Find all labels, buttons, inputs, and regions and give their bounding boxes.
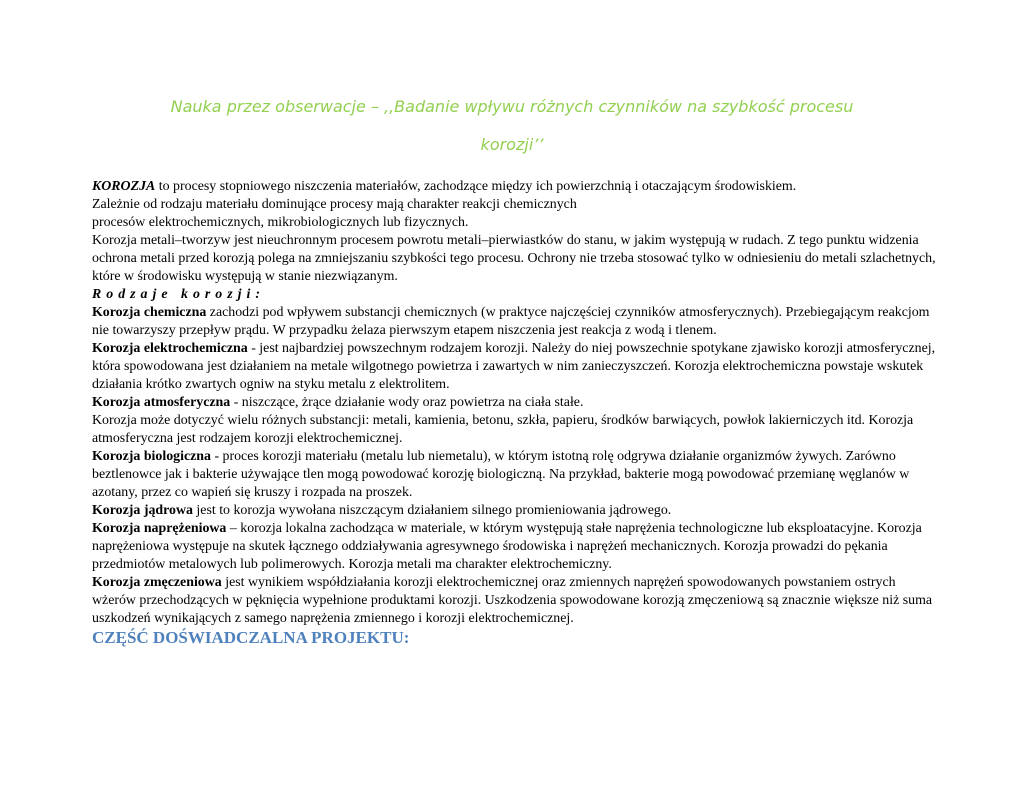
type-zmeczeniowa	[92, 574, 942, 628]
type-term: Korozja elektrochemiczna	[92, 341, 248, 356]
type-text: - niszczące, żrące działanie wody oraz powietrza na ciała stałe.	[230, 395, 584, 410]
type-atmosferyczna	[92, 394, 942, 412]
type-term: Korozja zmęczeniowa	[92, 575, 222, 590]
intro-text-1: to procesy stopniowego niszczenia materiałów, zachodzące między ich powierzchnią i otaczającym środowiskiem.	[155, 179, 797, 194]
type-naprezeniowa	[92, 520, 942, 574]
type-term: Korozja jądrowa	[92, 503, 193, 518]
type-text: zachodzi pod wpływem substancji chemicznych (w praktyce najczęściej czynników atmosferycznych). Przebiegającym reakcjom nie towarzyszy przepływ prądu. W przypadku żelaza pierwszym etapem niszczenia jest reakcja z wodą i tlenem.	[92, 305, 930, 338]
intro-text-3: procesów elektrochemicznych, mikrobiologicznych lub fizycznych.	[92, 215, 469, 230]
type-chemiczna	[92, 304, 942, 340]
type-text: jest to korozja wywołana niszczącym działaniem silnego promieniowania jądrowego.	[192, 503, 672, 518]
intro-text-2: Zależnie od rodzaju materiału dominujące procesy mają charakter reakcji chemicznych	[92, 197, 577, 212]
intro-text-4: Korozja metali–tworzyw jest nieuchronnym procesem powrotu metali–pierwiastków do stanu, w jakim występują w rudach. Z tego punktu widzenia ochrona metali przed korozją polega na zmniejszaniu szybkości tego procesu. Ochrony nie trzeba stosować tylko w odniesieniu do metali szlachetnych, które w środowisku występują w stanie niezwiązanym.	[92, 233, 936, 284]
type-term: Korozja chemiczna	[92, 305, 207, 320]
title-line-1: Nauka przez obserwacje – ,,Badanie wpływu różnych czynników na szybkość procesu	[170, 97, 854, 116]
type-text: - proces korozji materiału (metalu lub niemetalu), w którym istotną rolę odgrywa działanie organizmów żywych. Zarówno beztlenowce jak i bakterie używające tlen mogą powodować korozję biologiczną. Na przykład, bakterie mogą powodować przemianę węglanów w azotany, przez co wapień się kruszy i rozpada na proszek.	[92, 449, 910, 500]
document-body	[92, 178, 942, 648]
section-heading-experimental: CZĘŚĆ DOŚWIADCZALNA PROJEKTU:	[92, 628, 410, 647]
type-jadrowa	[92, 502, 942, 520]
type-text: jest wynikiem współdziałania korozji elektrochemicznej oraz zmiennych naprężeń spowodowanych powstaniem ostrych wżerów przechodzących w pęknięcia wypełnione produktami korozji. Uszkodzenia spowodowane korozją zmęczeniową są znacznie większe niż suma uszkodzeń wynikających z samego naprężenia zmiennego i korozji elektrochemicznej.	[92, 575, 933, 626]
term-korozja: KOROZJA	[92, 179, 156, 194]
type-text: – korozja lokalna zachodząca w materiale, w którym występują stałe naprężenia technologiczne lub eksploatacyjne. Korozja naprężeniowa występuje na skutek łącznego oddziaływania agresywnego środowiska i naprężeń mechanicznych. Korozja prowadzi do pękania przedmiotów metalowych lub polimerowych. Korozja metali ma charakter elektrochemiczny.	[92, 521, 922, 572]
document-title	[100, 88, 924, 164]
type-term: Korozja naprężeniowa	[92, 521, 227, 536]
type-text: - jest najbardziej powszechnym rodzajem korozji. Należy do niej powszechnie spotykane zjawisko korozji atmosferycznej, która spowodowana jest działaniem na metale wilgotnego powietrza i zawartych w nim zanieczyszczeń. Korozja elektrochemiczna powstaje wskutek działania krótko zwartych ogniw na styku metalu z elektrolitem.	[92, 341, 936, 392]
type-biologiczna	[92, 448, 942, 502]
type-elektrochemiczna	[92, 340, 942, 394]
type-atmosferyczna-extra: Korozja może dotyczyć wielu różnych substancji: metali, kamienia, betonu, szkła, papieru, środków barwiących, powłok lakierniczych itd. Korozja atmosferyczna jest rodzajem korozji elektrochemicznej.	[92, 413, 914, 446]
intro-definition	[92, 178, 942, 196]
type-term: Korozja atmosferyczna	[92, 395, 231, 410]
type-term: Korozja biologiczna	[92, 449, 211, 464]
title-line-2: korozji’’	[480, 135, 544, 154]
types-heading: Rodzaje korozji:	[92, 287, 265, 302]
